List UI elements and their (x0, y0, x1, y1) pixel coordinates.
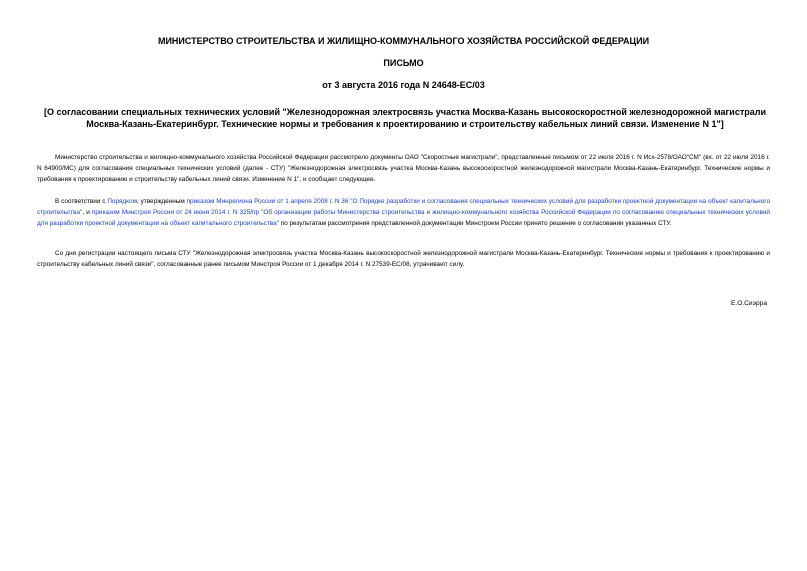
document-date-number: от 3 августа 2016 года N 24648-ЕС/03 (322, 80, 485, 90)
issuing-authority: МИНИСТЕРСТВО СТРОИТЕЛЬСТВА И ЖИЛИЩНО-КОММУНАЛЬНОГО ХОЗЯЙСТВА РОССИЙСКОЙ ФЕДЕРАЦИИ (157, 36, 650, 46)
paragraph-3: Со дня регистрации настоящего письма СТУ "Железнодорожная электросвязь участка Москва-Казань высокоскоростной железнодорожной магистрали Москва-Казань-Екатеринбург. Технические нормы и требования к проектированию и строительству кабельных линий связи", согласованные ранее письмом Минстроя России от 1 декабря 2014 г. N 27539-ЕС/08, утрачивают силу. (37, 250, 770, 268)
document-type: ПИСЬМО (383, 58, 424, 68)
paragraph-2-text-3: , и (82, 209, 92, 216)
paragraph-2 (37, 196, 770, 229)
paragraph-2-text-4: по результатам рассмотрения представленной документации Минстроем России принято решение о согласовании указанных СТУ. (278, 220, 672, 227)
paragraph-2-text-1: В соответствии с (55, 198, 108, 205)
paragraph-1: Министерство строительства и жилищно-коммунального хозяйства Российской Федерации рассмотрело документы ОАО "Скоростные магистрали", представленные письмом от 22 июля 2016 г. N Исх-2578/ОАО"СМ" (вх. от 22 июля 2016 г. N 64900/МС) для согласования специальных технических условий (далее - СТУ) "Железнодорожная электросвязь участка Москва-Казань высокоскоростной железнодорожной магистрали Москва-Казань-Екатеринбург. Технические нормы и требования к проектированию и строительству кабельных линий связи. Изменение N 1", и сообщает следующее. (37, 154, 770, 183)
link-poryadok[interactable]: Порядком (107, 198, 137, 205)
link-minregion-order[interactable]: приказом Минрегиона России от 1 апреля 2008 г. N 36 "О Порядке разработки и согласования специальных технических условий для разработки проектной документации на объект капитального строительства" (37, 198, 771, 216)
signature: Е.О.Сиэрра (730, 300, 767, 307)
paragraph-2-text-2: , утвержденным (136, 198, 187, 205)
document-subject: [О согласовании специальных технических условий "Железнодорожная электросвязь участка Москва-Казань высокоскоростной железнодорожной магистрали Москва-Казань-Екатеринбург. Технические нормы и требования к проектированию и строительству кабельных линий связи. Изменение N 1"] (44, 107, 766, 129)
link-minstroy-order[interactable]: приказом Минстроя России от 24 июня 2014 г. N 325/пр "Об организации работы Министерства строительства и жилищно-коммунального хозяйства Российской Федерации по согласованию специальных технических условий для разработки проектной документации на объект капитального строительства" (37, 209, 770, 227)
